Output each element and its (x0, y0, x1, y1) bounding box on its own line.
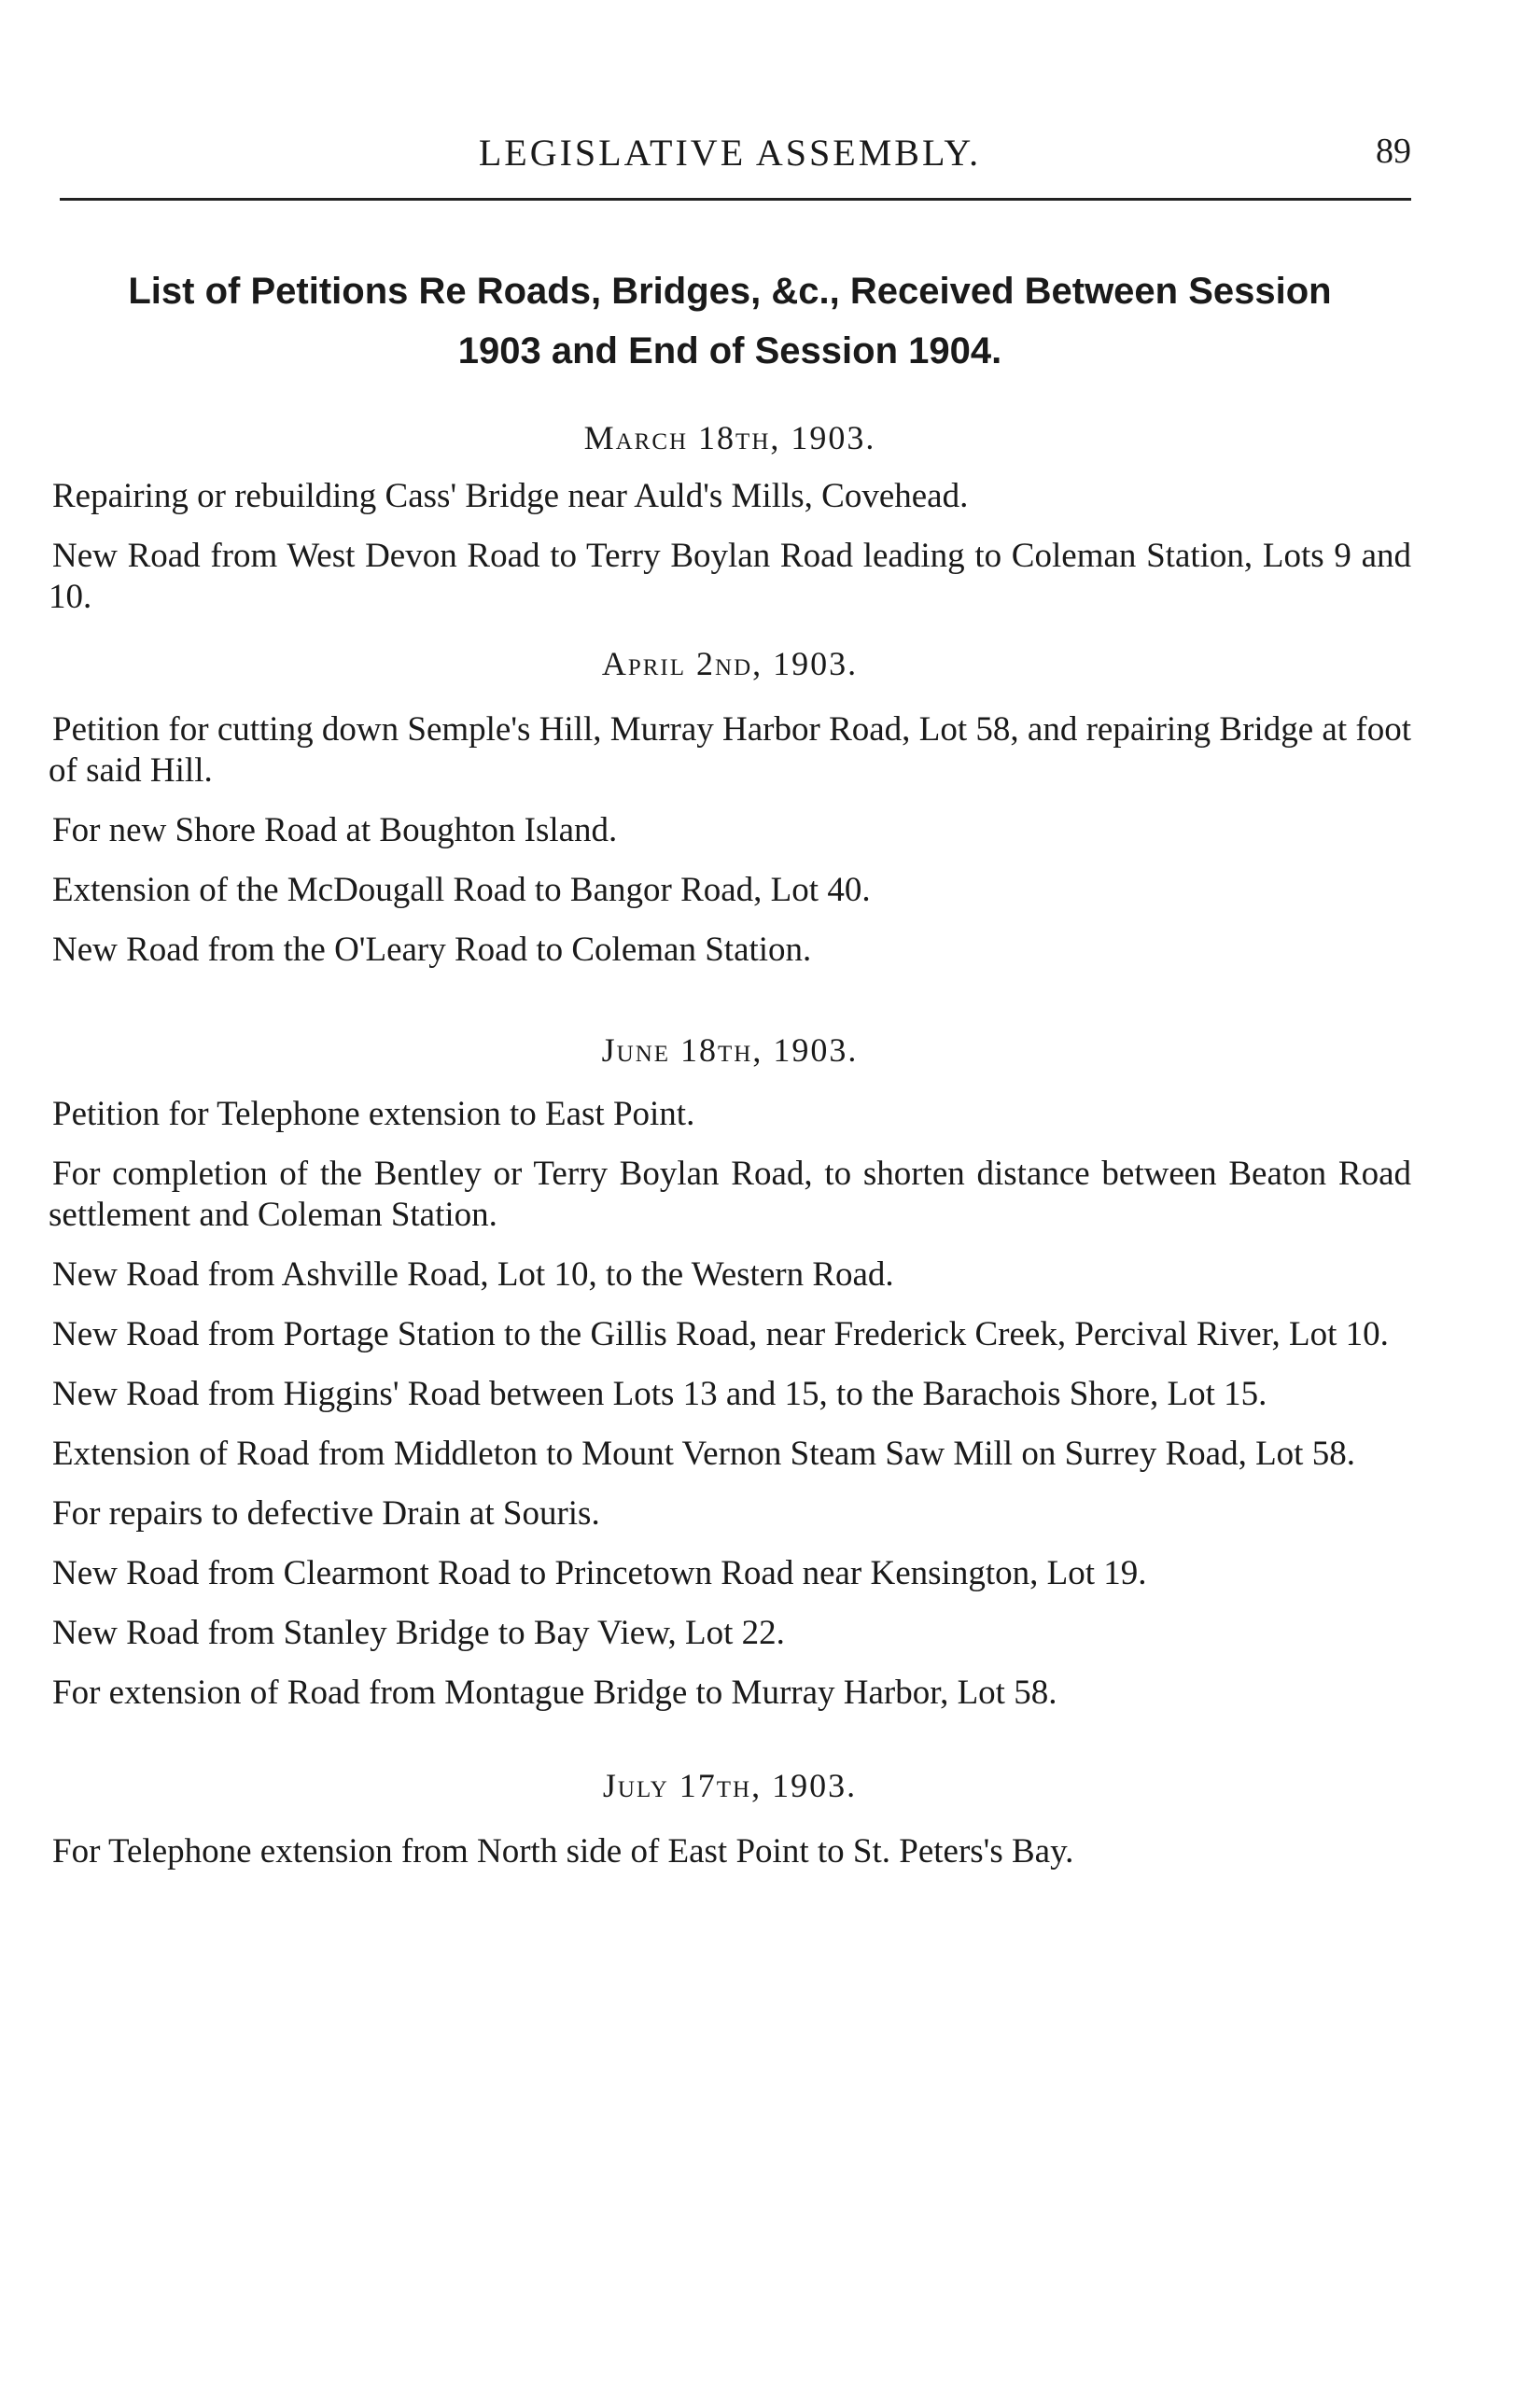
date-heading: March 18th, 1903. (583, 419, 876, 456)
section-march-18 (49, 413, 1411, 618)
petition-entry: New Road from Higgins' Road between Lots 13 and 15, to the Barachois Shore, Lot 15. (52, 1375, 1267, 1413)
petition-entry: For Telephone extension from North side of East Point to St. Peters's Bay. (52, 1832, 1074, 1871)
page-title-line-1: List of Petitions Re Roads, Bridges, &c., Received Between Session (128, 271, 1332, 312)
date-heading: July 17th, 1903. (602, 1767, 858, 1804)
petition-entry: For completion of the Bentley or Terry Boylan Road, to shorten distance between Beaton Road settlement and Coleman Station. (49, 1155, 1411, 1234)
petition-entry: New Road from West Devon Road to Terry Boylan Road leading to Coleman Station, Lots 9 and 10. (49, 537, 1411, 616)
page-number: 89 (1376, 132, 1411, 171)
petition-entry: Extension of the McDougall Road to Bangor Road, Lot 40. (52, 871, 871, 909)
petition-entry: New Road from Stanley Bridge to Bay View, Lot 22. (52, 1614, 785, 1652)
petition-entry: Extension of Road from Middleton to Mount Vernon Steam Saw Mill on Surrey Road, Lot 58. (52, 1435, 1355, 1473)
petition-entry: Petition for Telephone extension to East Point. (52, 1095, 695, 1133)
section-april-2 (49, 638, 1411, 971)
petition-entry: For repairs to defective Drain at Souris. (52, 1494, 600, 1533)
petition-entry: New Road from Portage Station to the Gillis Road, near Frederick Creek, Percival River, Lot 10. (52, 1315, 1389, 1353)
date-heading: April 2nd, 1903. (601, 645, 859, 682)
petition-entry: Petition for cutting down Semple's Hill, Murray Harbor Road, Lot 58, and repairing Bridge at foot of said Hill. (49, 710, 1411, 790)
petition-entry: For extension of Road from Montague Bridge to Murray Harbor, Lot 58. (52, 1674, 1057, 1712)
running-head (49, 131, 1411, 177)
section-july-17 (49, 1760, 1411, 1872)
page-title-line-2: 1903 and End of Session 1904. (457, 330, 1002, 371)
petition-list (49, 413, 1411, 1891)
running-title: LEGISLATIVE ASSEMBLY. (478, 132, 982, 174)
section-june-18 (49, 1025, 1411, 1714)
petition-entry: Repairing or rebuilding Cass' Bridge near Auld's Mills, Covehead. (52, 477, 969, 515)
document-page (49, 0, 1411, 2382)
petition-entry: New Road from Clearmont Road to Princetown Road near Kensington, Lot 19. (52, 1554, 1147, 1592)
petition-entry: New Road from Ashville Road, Lot 10, to the Western Road. (52, 1255, 894, 1294)
header-rule (60, 198, 1411, 201)
petition-entry: New Road from the O'Leary Road to Coleman Station. (52, 931, 812, 969)
page-title (49, 261, 1411, 381)
date-heading: June 18th, 1903. (601, 1031, 859, 1069)
petition-entry: For new Shore Road at Boughton Island. (52, 811, 618, 849)
